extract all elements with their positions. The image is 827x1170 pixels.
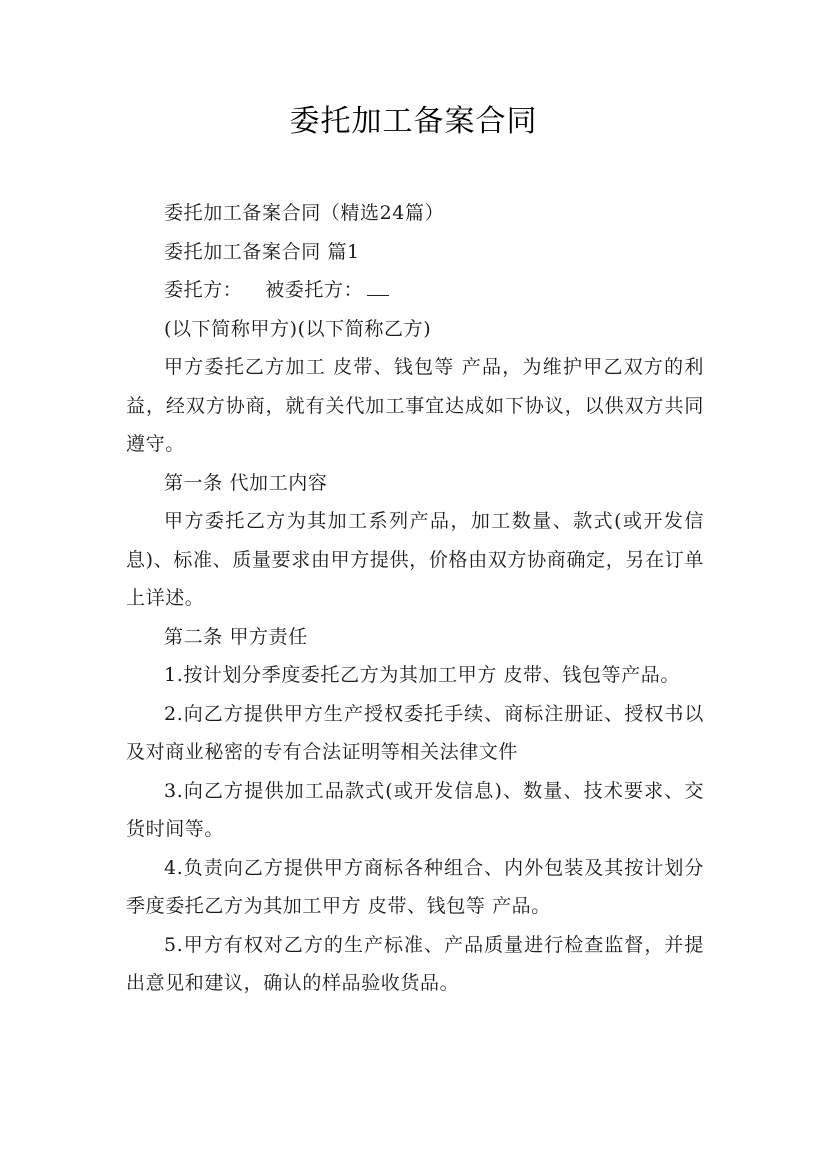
list-item: 2.向乙方提供甲方生产授权委托手续、商标注册证、授权书以及对商业秘密的专有合法证明等相关法律文件 <box>126 702 704 763</box>
section-heading: 第二条 甲方责任 <box>164 625 308 648</box>
paragraph: 甲方委托乙方为其加工系列产品，加工数量、款式(或开发信息)、标准、质量要求由甲方提供，价格由双方协商确定，另在订单上详述。 <box>126 510 704 609</box>
blank-line <box>367 277 389 296</box>
paragraph: 委托加工备案合同 篇1 <box>164 240 360 263</box>
paragraph: 甲方委托乙方加工 皮带、钱包等 产品，为维护甲乙双方的利益，经双方协商，就有关代加工事宜达成如下协议，以供双方共同遵守。 <box>126 356 704 455</box>
section-heading: 第一条 代加工内容 <box>164 471 328 494</box>
list-item: 5.甲方有权对乙方的生产标准、产品质量进行检查监督，并提出意见和建议，确认的样品验收货品。 <box>126 933 704 994</box>
paragraph: (以下简称甲方)(以下简称乙方) <box>164 317 432 340</box>
list-item: 4.负责向乙方提供甲方商标各种组合、内外包装及其按计划分季度委托乙方为其加工甲方 皮带、钱包等 产品。 <box>126 856 704 917</box>
document-title: 委托加工备案合同 <box>289 104 538 139</box>
contractor-label: 被委托方： <box>265 279 364 301</box>
paragraph: 委托加工备案合同（精选24篇） <box>164 202 445 224</box>
document-body <box>126 194 704 1003</box>
parties-line <box>126 271 704 310</box>
client-label: 委托方： <box>164 279 243 301</box>
list-item: 1.按计划分季度委托乙方为其加工甲方 皮带、钱包等产品。 <box>164 664 680 686</box>
list-item: 3.向乙方提供加工品款式(或开发信息)、数量、技术要求、交货时间等。 <box>126 779 704 840</box>
